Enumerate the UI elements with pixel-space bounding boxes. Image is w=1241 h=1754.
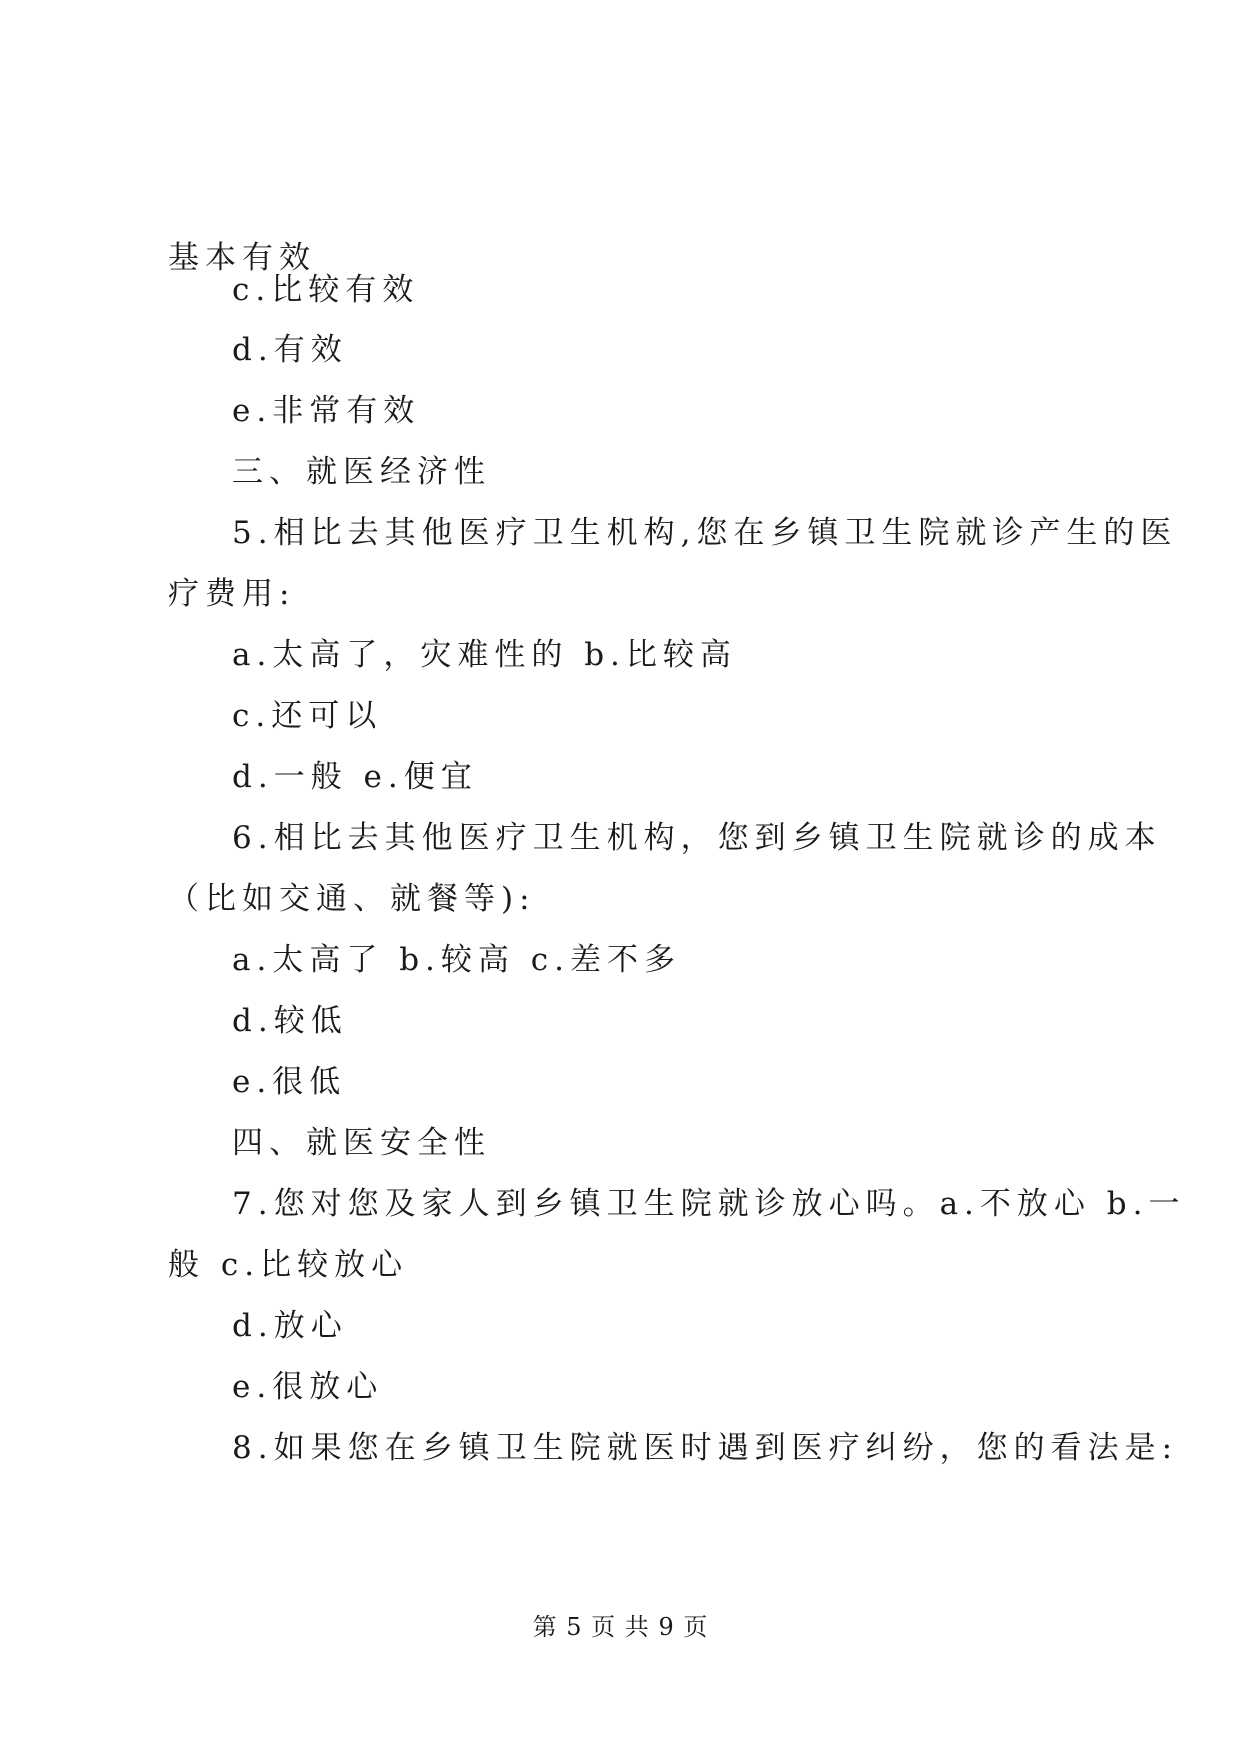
option-line: e.非常有效 <box>232 393 421 429</box>
section-heading: 四、就医安全性 <box>232 1125 491 1161</box>
question-line: 7.您对您及家人到乡镇卫生院就诊放心吗。a.不放心 b.一 <box>232 1186 1186 1222</box>
page-number-footer: 第 5 页 共 9 页 <box>532 1613 709 1641</box>
option-line: c.比较有效 <box>232 272 420 308</box>
option-line: d.放心 <box>232 1308 348 1344</box>
option-line: e.很放心 <box>232 1369 384 1405</box>
option-line: a.太高了 b.较高 c.差不多 <box>232 942 681 978</box>
question-continuation-line: （比如交通、就餐等): <box>168 881 536 917</box>
option-line: d.有效 <box>232 332 348 368</box>
option-line: a.太高了，灾难性的 b.比较高 <box>232 637 737 673</box>
question-line: 5.相比去其他医疗卫生机构,您在乡镇卫生院就诊产生的医 <box>232 515 1178 551</box>
answer-continuation-line: 基本有效 <box>168 240 316 276</box>
question-line: 8.如果您在乡镇卫生院就医时遇到医疗纠纷，您的看法是: <box>232 1430 1179 1466</box>
question-continuation-line: 疗费用: <box>168 576 296 612</box>
option-line: e.很低 <box>232 1064 347 1100</box>
option-line: d.一般 e.便宜 <box>232 759 478 795</box>
section-heading: 三、就医经济性 <box>232 454 491 490</box>
question-line: 6.相比去其他医疗卫生机构，您到乡镇卫生院就诊的成本 <box>232 820 1162 856</box>
question-continuation-line: 般 c.比较放心 <box>168 1247 409 1283</box>
option-line: c.还可以 <box>232 698 383 734</box>
option-line: d.较低 <box>232 1003 348 1039</box>
